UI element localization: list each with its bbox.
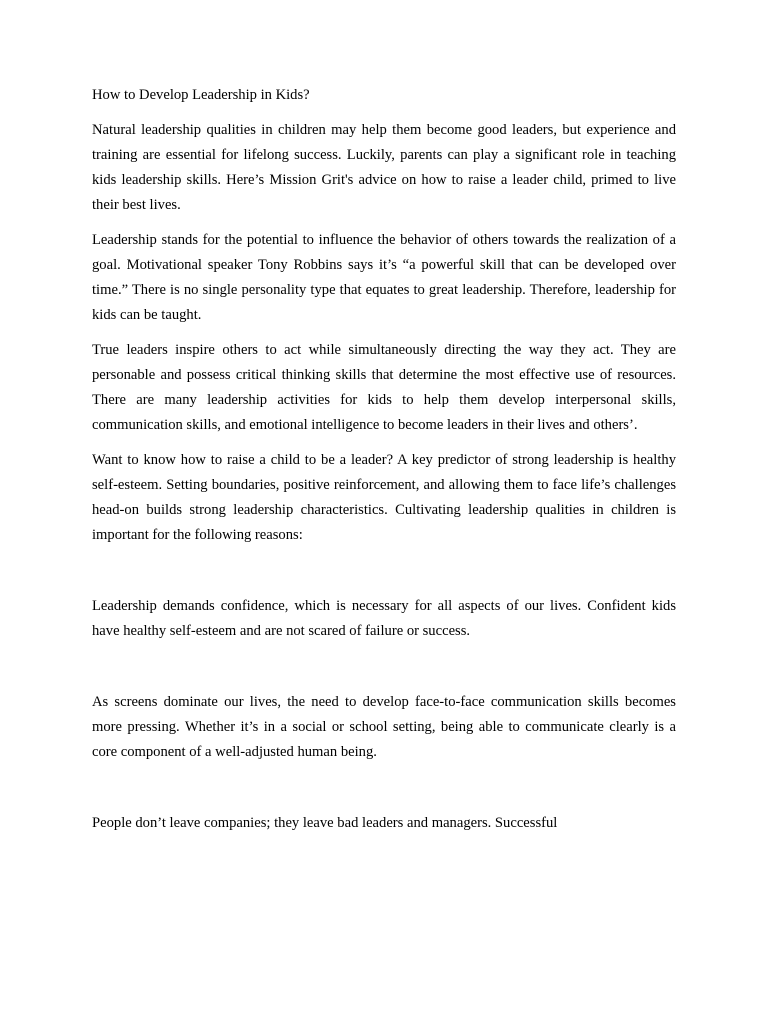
- document-body: [92, 84, 676, 846]
- spacer: [92, 775, 676, 811]
- paragraph-self-esteem: Want to know how to raise a child to be a leader? A key predictor of strong leadership is healthy self-esteem. Setting boundaries, positive reinforcement, and allowing them to face life’s challenges head-on builds strong leadership characteristics. Cultivating leadership qualities in children is important for the following reasons:: [92, 452, 676, 543]
- document-title: How to Develop Leadership in Kids?: [92, 87, 310, 103]
- paragraph-intro: Natural leadership qualities in children may help them become good leaders, but experience and training are essential for lifelong success. Luckily, parents can play a significant role in teaching kids leadership skills. Here’s Mission Grit's advice on how to raise a leader child, primed to live their best lives.: [92, 122, 676, 213]
- paragraph-managers: People don’t leave companies; they leave bad leaders and managers. Successful: [92, 815, 558, 831]
- spacer: [92, 654, 676, 690]
- paragraph-confidence: Leadership demands confidence, which is necessary for all aspects of our lives. Confident kids have healthy self-esteem and are not scared of failure or success.: [92, 598, 676, 639]
- paragraph-definition: Leadership stands for the potential to influence the behavior of others towards the realization of a goal. Motivational speaker Tony Robbins says it’s “a powerful skill that can be developed over time.” There is no single personality type that equates to great leadership. Therefore, leadership for kids can be taught.: [92, 232, 676, 323]
- spacer: [92, 558, 676, 594]
- paragraph-true-leaders: True leaders inspire others to act while simultaneously directing the way they act. They are personable and possess critical thinking skills that determine the most effective use of resources. There are many leadership activities for kids to help them develop interpersonal skills, communication skills, and emotional intelligence to become leaders in their lives and others’.: [92, 342, 676, 433]
- paragraph-communication: As screens dominate our lives, the need to develop face-to-face communication skills becomes more pressing. Whether it’s in a social or school setting, being able to communicate clearly is a core component of a well-adjusted human being.: [92, 694, 676, 760]
